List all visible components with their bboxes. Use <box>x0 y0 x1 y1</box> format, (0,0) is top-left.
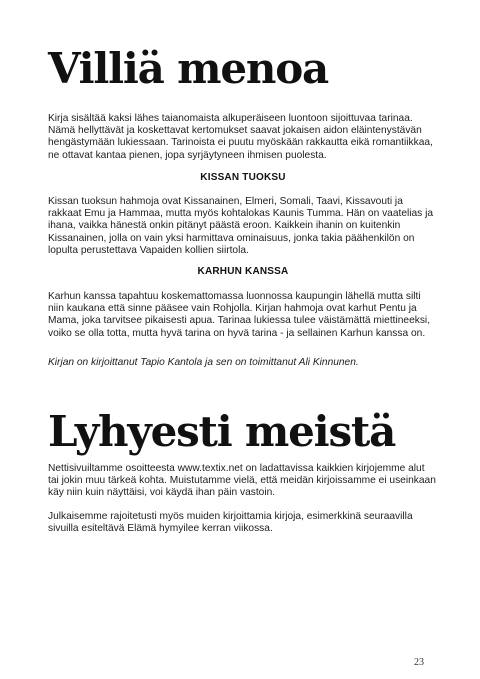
kissan-tuoksu-paragraph: Kissan tuoksun hahmoja ovat Kissanainen, Elmeri, Somali, Taavi, Kissavouti ja rakkaat Emu ja Hammaa, mutta myös kohtalokas Kaunis Tumma. Hän on vaatelias ja ihana, vaikka hänestä onkin pitänyt päästä eroon. Kaikkein ihanin on kuitenkin Kissanainen, jolla on vain yksi harmittava ominaisuus, jonka takia päähenkilön on lopulta perustettava Vapaiden kollien siirtola. <box>48 196 434 256</box>
author-credit: Kirjan on kirjoittanut Tapio Kantola ja sen on toimittanut Ali Kinnunen. <box>48 357 359 368</box>
subheading-karhun-kanssa: KARHUN KANSSA <box>197 266 289 277</box>
subheading-kissan-tuoksu: KISSAN TUOKSU <box>200 172 286 183</box>
section-title-villia-menoa: Villiä menoa <box>48 44 329 93</box>
about-paragraph-1: Nettisivuiltamme osoitteesta www.textix.net on ladattavissa kaikkien kirjojemme alut tai jokin muu tärkeä kohta. Muistutamme vielä, että meidän kirjoissamme ei useinkaan käy niin kuin näyttäisi, voi käydä ihan päin vastoin. <box>48 463 436 499</box>
intro-paragraph: Kirja sisältää kaksi lähes taianomaista alkuperäiseen luontoon sijoittuvaa tarinaa. Nämä hellyttävät ja koskettavat kertomukset saavat jokaisen aidon eläintenystävän hengästymään lukiessaan. Tarinoista ei puutu myöskään rakkautta eikä romantiikkaa, ne ottavat kantaa pienen, jopa syrjäytyneen ihmisen puolesta. <box>48 113 433 161</box>
about-paragraph-2: Julkaisemme rajoitetusti myös muiden kirjoittamia kirjoja, esimerkkinä seuraavilla sivuilla esiteltävä Elämä hymyilee kerran viikossa. <box>48 511 413 535</box>
section-title-lyhyesti-meista: Lyhyesti meistä <box>48 407 396 456</box>
page-number: 23 <box>414 657 424 668</box>
karhun-kanssa-paragraph: Karhun kanssa tapahtuu koskemattomassa luonnossa kaupungin lähellä mutta silti niin kaukana että sinne pääsee vain Rohjolla. Kirjan hahmoja ovat karhut Pentu ja Mama, joka tarvitsee pikaisesti apua. Tarinaa lukiessa tulee väistämättä miettineeksi, voiko se olla totta, mutta hyvä tarina on hyvä tarina - ja sellainen Karhun kanssa on. <box>48 291 431 339</box>
